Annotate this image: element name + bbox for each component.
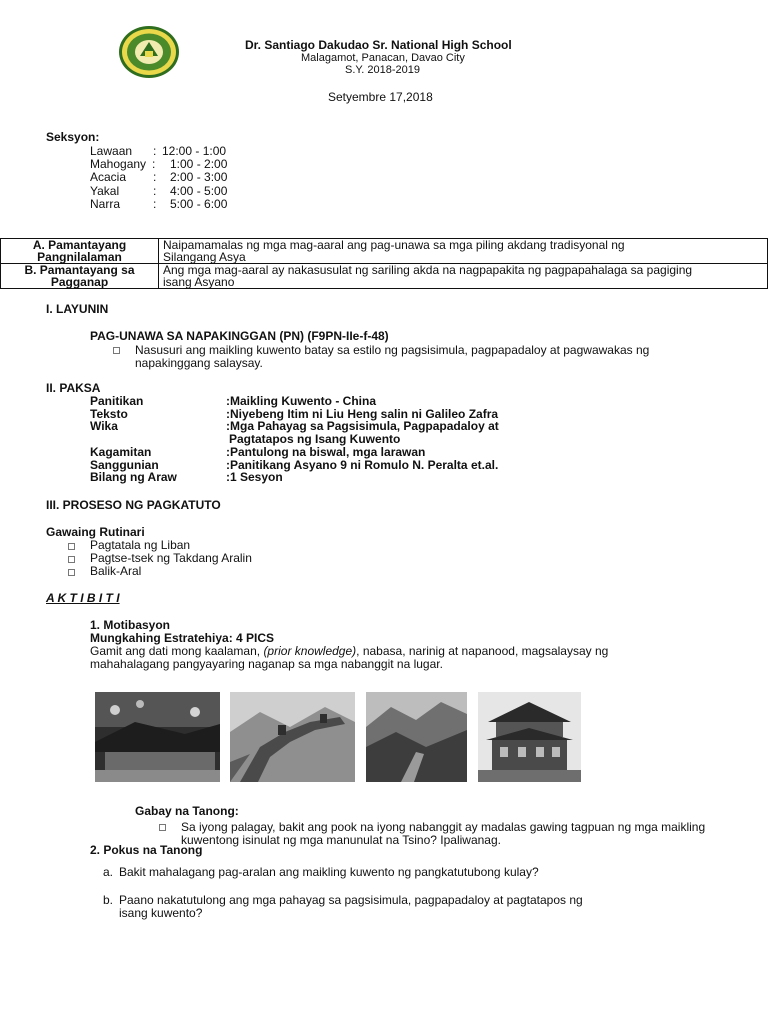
paksa-label: Wika <box>90 419 118 433</box>
list-item: Pagtse-tsek ng Takdang Aralin <box>90 551 252 565</box>
question-line: isang kuwento? <box>119 906 203 920</box>
standard-text <box>159 264 768 289</box>
section-time: 2:00 - 3:00 <box>170 170 228 184</box>
gabay-question <box>181 821 705 847</box>
paksa-heading: II. PAKSA <box>46 381 101 395</box>
school-name: Dr. Santiago Dakudao Sr. National High School <box>245 38 512 52</box>
table-row <box>1 264 768 289</box>
paksa-value: :Maikling Kuwento - China <box>226 394 376 408</box>
paksa-label: Sanggunian <box>90 458 159 472</box>
question-line: Paano nakatutulong ang mga pahayag sa pagsisimula, pagpapadaloy at pagtatapos ng <box>119 893 583 907</box>
photo-mountain-valley <box>366 692 467 782</box>
paragraph-italic-text: (prior knowledge) <box>263 644 357 658</box>
gabay-heading: Gabay na Tanong: <box>135 804 239 818</box>
school-seal-logo <box>118 25 180 79</box>
layunin-subheading: PAG-UNAWA SA NAPAKINGGAN (PN) (F9PN-IIe-f-48) <box>90 329 389 343</box>
standard-text-line: isang Asyano <box>163 275 235 289</box>
standard-text-line: Silangang Asya <box>163 250 246 264</box>
gawain-heading: Gawaing Rutinari <box>46 525 145 539</box>
paksa-value: :Panitikang Asyano 9 ni Romulo N. Peralta et.al. <box>226 458 499 472</box>
gabay-line: Sa iyong palagay, bakit ang pook na iyong nabanggit ay madalas gawing tagpuan ng mga maikling <box>181 820 706 834</box>
layunin-heading: I. LAYUNIN <box>46 302 109 316</box>
section-colon: : <box>153 144 157 158</box>
paksa-label: Bilang ng Araw <box>90 470 177 484</box>
layunin-bullet-line: napakinggang salaysay. <box>135 356 263 370</box>
seksyon-label: Seksyon: <box>46 130 100 144</box>
gabay-line: kuwentong isinulat ng mga manunulat na Tsino? Ipaliwanag. <box>181 833 501 847</box>
motibasyon-line: mahahalagang pangyayaring naganap sa mga nabanggit na lugar. <box>90 657 443 671</box>
checkbox-bullet-icon <box>113 345 120 358</box>
list-item: Pagtatala ng Liban <box>90 538 191 552</box>
section-name: Yakal <box>90 184 120 198</box>
standard-label-line: Pagganap <box>50 275 109 289</box>
section-colon: : <box>153 197 157 211</box>
standards-table <box>0 238 768 289</box>
layunin-bullet-line: Nasusuri ang maikling kuwento batay sa estilo ng pagsisimula, pagpapadaloy at pagwawakas ng <box>135 343 650 357</box>
section-name: Lawaan <box>90 144 133 158</box>
pokus-heading: 2. Pokus na Tanong <box>90 843 203 857</box>
paksa-label: Kagamitan <box>90 445 152 459</box>
section-name: Mahogany <box>90 157 147 171</box>
section-name: Narra <box>90 197 121 211</box>
section-time: 4:00 - 5:00 <box>170 184 228 198</box>
checkbox-bullet-icon <box>159 822 166 835</box>
layunin-bullet <box>135 344 723 370</box>
standard-text <box>159 239 768 264</box>
standard-text-line: Ang mga mag-aaral ay nakasusulat ng sariling akda na nagpapakita ng pagpapahalaga sa pagiging <box>163 263 693 277</box>
paksa-value: :1 Sesyon <box>226 470 283 484</box>
checkbox-bullet-icon <box>68 541 75 554</box>
photo-pagoda-building <box>478 692 581 782</box>
paksa-value: :Pantulong na biswal, mga larawan <box>226 445 426 459</box>
pokus-question-b <box>119 894 583 920</box>
checkbox-bullet-icon <box>68 567 75 580</box>
paksa-value: :Niyebeng Itim ni Liu Heng salin ni Galileo Zafra <box>226 407 499 421</box>
section-name: Acacia <box>90 170 127 184</box>
paksa-label: Panitikan <box>90 394 144 408</box>
section-colon: : <box>153 170 157 184</box>
document-date: Setyembre 17,2018 <box>328 90 433 104</box>
standard-text-line: Naipamamalas ng mga mag-aaral ang pag-unawa sa mga piling akdang tradisyonal ng <box>163 238 625 252</box>
paksa-value: :Mga Pahayag sa Pagsisimula, Pagpapadaloy at <box>226 419 499 433</box>
standard-label-line: B. Pamantayang sa <box>24 263 135 277</box>
section-colon: : <box>152 157 156 171</box>
motibasyon-heading: 1. Motibasyon <box>90 618 171 632</box>
aktibiti-heading: A K T I B I T I <box>46 591 120 605</box>
standard-label <box>1 264 159 289</box>
section-colon: : <box>153 184 157 198</box>
standard-label-line: A. Pamantayang <box>32 238 127 252</box>
paksa-label: Teksto <box>90 407 128 421</box>
school-year: S.Y. 2018-2019 <box>345 64 421 76</box>
paksa-value: Pagtatapos ng Isang Kuwento <box>229 432 401 446</box>
section-time: 1:00 - 2:00 <box>170 157 228 171</box>
pokus-question-a: Bakit mahalagang pag-aralan ang maikling kuwento ng pangkatutubong kulay? <box>119 865 539 879</box>
estratehiya-heading: Mungkahing Estratehiya: 4 PICS <box>90 631 275 645</box>
question-letter: b. <box>103 893 114 907</box>
paragraph-text: , nabasa, narinig at napanood, magsalaysay ng <box>356 644 609 658</box>
section-time: 5:00 - 6:00 <box>170 197 228 211</box>
question-letter: a. <box>103 865 114 879</box>
section-time: 12:00 - 1:00 <box>162 144 227 158</box>
paragraph-text: Gamit ang dati mong kaalaman, <box>90 644 264 658</box>
proseso-heading: III. PROSESO NG PAGKATUTO <box>46 498 221 512</box>
list-item: Balik-Aral <box>90 564 142 578</box>
motibasyon-paragraph <box>90 645 691 671</box>
standard-label <box>1 239 159 264</box>
standard-label-line: Pangnilalaman <box>37 250 122 264</box>
checkbox-bullet-icon <box>68 554 75 567</box>
table-row <box>1 239 768 264</box>
photo-great-wall <box>230 692 355 782</box>
photo-temple-lanterns <box>95 692 220 782</box>
school-address: Malagamot, Panacan, Davao City <box>301 52 465 64</box>
